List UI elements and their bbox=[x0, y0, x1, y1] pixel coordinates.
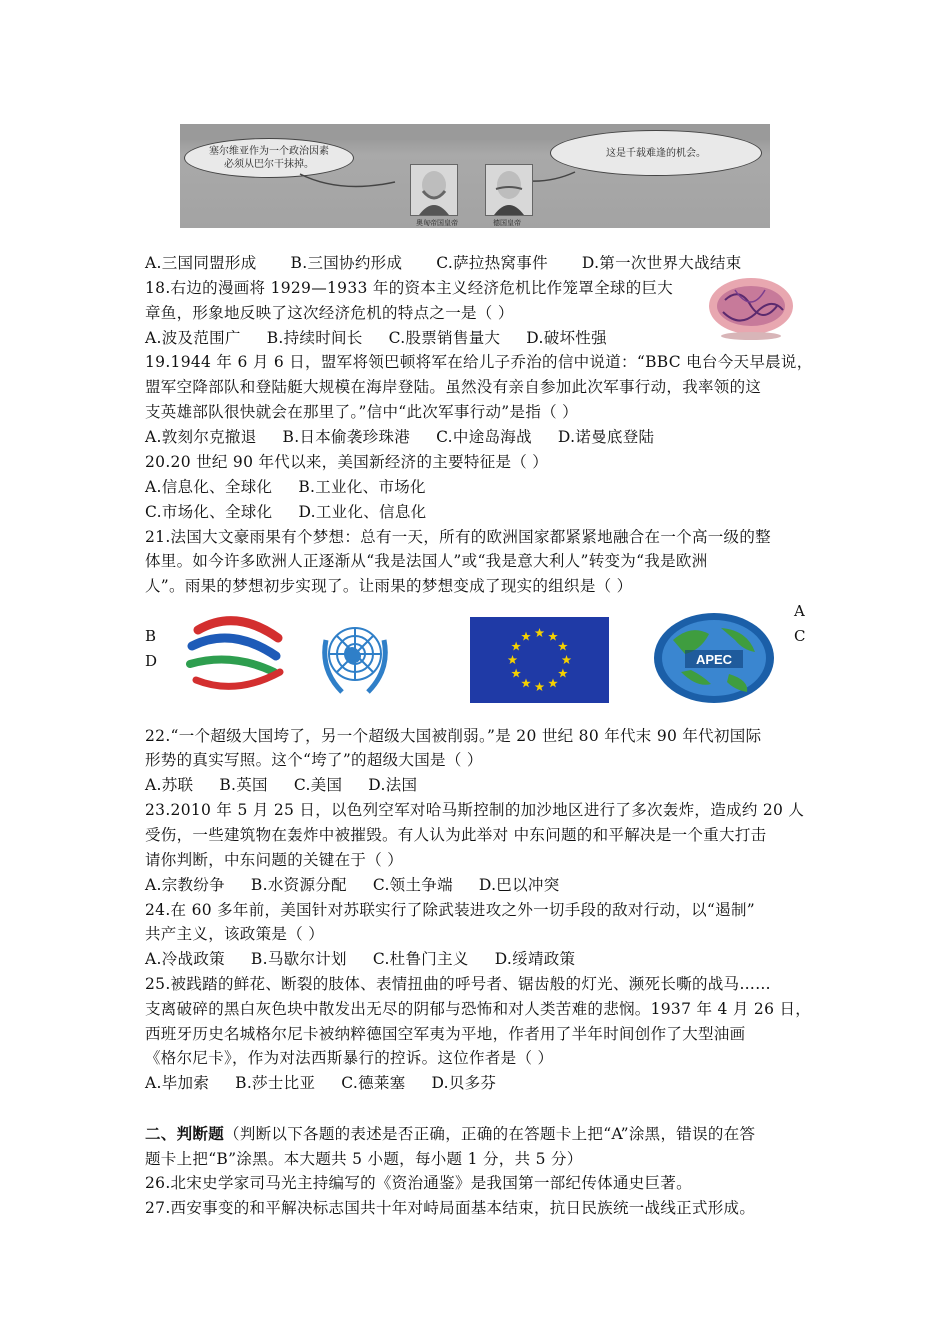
q25-line-3: 西班牙历史名城格尔尼卡被纳粹德国空军夷为平地，作者用了半年时间创作了大型油画 bbox=[145, 1025, 746, 1043]
q25-line-1: 25.被践踏的鲜花、断裂的肢体、表情扭曲的呼号者、锯齿般的灯光、濒死长嘶的战马…… bbox=[145, 975, 771, 993]
q22-line-1: 22.“一个超级大国垮了，另一个超级大国被削弱。”是 20 世纪 80 年代末 90 年代初国际 bbox=[145, 727, 762, 745]
q18-option-b: B.持续时间长 bbox=[266, 329, 363, 347]
q19-option-d: D.诺曼底登陆 bbox=[557, 428, 655, 446]
q21-line-3: 人”。雨果的梦想初步实现了。让雨果的梦想变成了现实的组织是（ ） bbox=[145, 577, 633, 595]
q21-line-2: 体里。如今许多欧洲人正逐渐从“我是法国人”或“我是意大利人”转变为“我是欧洲 bbox=[145, 552, 708, 570]
eu-stars bbox=[470, 617, 609, 703]
q17-option-b: B.三国协约形成 bbox=[290, 254, 403, 272]
section-2-line-1 bbox=[145, 1122, 755, 1146]
q19-option-a: A.敦刻尔克撤退 bbox=[145, 428, 257, 446]
q18-option-a: A.波及范围广 bbox=[145, 329, 241, 347]
q17-option-d: D.第一次世界大战结束 bbox=[581, 254, 742, 272]
caption-austria-emperor: 奥匈帝国皇帝 bbox=[416, 219, 458, 227]
bubble-left-text: 塞尔维亚作为一个政治因素必须从巴尔干抹掉。 bbox=[209, 146, 329, 170]
q20-options-row-2 bbox=[145, 500, 452, 524]
q21-letter-b: B bbox=[145, 627, 157, 645]
q19-options bbox=[145, 425, 680, 449]
q22-option-d: D.法国 bbox=[368, 776, 418, 794]
eu-star-icon bbox=[511, 642, 521, 651]
q23-line-1: 23.2010 年 5 月 25 日，以色列空军对哈马斯控制的加沙地区进行了多次轰炸，造成约 20 人 bbox=[145, 801, 805, 819]
q17-option-a: A.三国同盟形成 bbox=[145, 254, 257, 272]
apec-label: APEC bbox=[695, 652, 733, 667]
q23-option-d: D.巴以冲突 bbox=[478, 876, 560, 894]
eu-star-icon bbox=[535, 628, 545, 637]
q24-line-2: 共产主义，该政策是（ ） bbox=[145, 925, 325, 943]
q18-option-d: D.破坏性强 bbox=[526, 329, 607, 347]
q25-option-c: C.德莱塞 bbox=[341, 1074, 406, 1092]
q22-options bbox=[145, 773, 443, 797]
octopus-cartoon-image bbox=[705, 276, 797, 342]
q22-option-a: A.苏联 bbox=[145, 776, 194, 794]
un-logo-image bbox=[318, 610, 392, 702]
eu-star-icon bbox=[535, 682, 545, 691]
q24-option-d: D.绥靖政策 bbox=[494, 950, 576, 968]
q24-option-a: A.冷战政策 bbox=[145, 950, 225, 968]
apec-logo-image bbox=[651, 610, 777, 706]
q25-options bbox=[145, 1071, 522, 1095]
q21-line-1: 21.法国大文豪雨果有个梦想：总有一天，所有的欧洲国家都紧紧地融合在一个高一级的整 bbox=[145, 528, 771, 546]
cartoon-image bbox=[180, 124, 770, 228]
q24-option-b: B.马歇尔计划 bbox=[250, 950, 347, 968]
section-2-line-2: 题卡上把“B”涂黑。本大题共 5 小题，每小题 1 分，共 5 分） bbox=[145, 1150, 583, 1168]
eu-star-icon bbox=[521, 678, 531, 687]
q17-options bbox=[145, 251, 776, 275]
portrait-german-emperor bbox=[485, 164, 533, 216]
bubble-tails bbox=[180, 124, 770, 228]
bubble-right-text: 这是千载难逢的机会。 bbox=[606, 147, 706, 159]
q24-option-c: C.杜鲁门主义 bbox=[372, 950, 469, 968]
eu-star-icon bbox=[548, 678, 558, 687]
q20-option-d: D.工业化、信息化 bbox=[298, 503, 427, 521]
q25-option-a: A.毕加索 bbox=[145, 1074, 210, 1092]
q20-option-c: C.市场化、全球化 bbox=[145, 503, 273, 521]
q25-option-b: B.莎士比亚 bbox=[235, 1074, 316, 1092]
q19-option-b: B.日本偷袭珍珠港 bbox=[282, 428, 411, 446]
q21-letter-c: C bbox=[794, 627, 806, 645]
wto-logo-image bbox=[184, 612, 288, 696]
portrait-austria-emperor bbox=[410, 164, 458, 216]
q19-line-2: 盟军空降部队和登陆艇大规模在海岸登陆。虽然没有亲自参加此次军事行动，我率领的这 bbox=[145, 378, 762, 396]
q18-option-c: C.股票销售量大 bbox=[388, 329, 501, 347]
q23-line-2: 受伤，一些建筑物在轰炸中被摧毁。有人认为此举对 中东问题的和平解决是一个重大打击 bbox=[145, 826, 767, 844]
q19-line-3: 支英雄部队很快就会在那里了。”信中“此次军事行动”是指（ ） bbox=[145, 403, 578, 421]
q23-option-b: B.水资源分配 bbox=[250, 876, 347, 894]
q24-line-1: 24.在 60 多年前，美国针对苏联实行了除武装进攻之外一切手段的敌对行动，以“遏制” bbox=[145, 901, 755, 919]
q22-line-2: 形势的真实写照。这个“垮了”的超级大国是（ ） bbox=[145, 751, 483, 769]
q21-letter-d: D bbox=[145, 652, 158, 670]
q22-option-c: C.美国 bbox=[293, 776, 343, 794]
section-2-instructions: （判断以下各题的表述是否正确，正确的在答题卡上把“A”涂黑，错误的在答 bbox=[224, 1125, 756, 1143]
q22-option-b: B.英国 bbox=[219, 776, 268, 794]
q25-option-d: D.贝多芬 bbox=[431, 1074, 497, 1092]
q18-line-2: 章鱼，形象地反映了这次经济危机的特点之一是（ ） bbox=[145, 304, 514, 322]
eu-star-icon bbox=[508, 655, 518, 664]
q26-line-1: 26.北宋史学家司马光主持编写的《资治通鉴》是我国第一部纪传体通史巨著。 bbox=[145, 1174, 692, 1192]
eu-flag-image bbox=[470, 617, 609, 703]
q27-line-1: 27.西安事变的和平解决标志国共十年对峙局面基本结束，抗日民族统一战线正式形成。 bbox=[145, 1199, 756, 1217]
q25-line-4: 《格尔尼卡》，作为对法西斯暴行的控诉。这位作者是（ ） bbox=[145, 1049, 554, 1067]
q19-option-c: C.中途岛海战 bbox=[436, 428, 532, 446]
q20-option-a: A.信息化、全球化 bbox=[145, 478, 273, 496]
eu-star-icon bbox=[548, 632, 558, 641]
eu-star-icon bbox=[511, 669, 521, 678]
section-2-heading: 二、判断题 bbox=[145, 1124, 225, 1143]
caption-german-emperor: 德国皇帝 bbox=[493, 219, 521, 227]
q17-option-c: C.萨拉热窝事件 bbox=[436, 254, 548, 272]
q20-options-row-1 bbox=[145, 475, 452, 499]
q19-line-1: 19.1944 年 6 月 6 日，盟军将领巴顿将军在给儿子乔治的信中说道：“BBC 电台今天早晨说， bbox=[145, 353, 813, 371]
q20-option-b: B.工业化、市场化 bbox=[298, 478, 426, 496]
q21-letter-a: A bbox=[794, 602, 805, 620]
q25-line-2: 支离破碎的黑白灰色块中散发出无尽的阴郁与恐怖和对人类苦难的悲悯。1937 年 4 月 26 日， bbox=[145, 1000, 812, 1018]
q23-line-3: 请你判断，中东问题的关键在于（ ） bbox=[145, 851, 404, 869]
q18-options bbox=[145, 326, 633, 350]
q23-options bbox=[145, 873, 586, 897]
q23-option-a: A.宗教纷争 bbox=[145, 876, 225, 894]
q24-options bbox=[145, 947, 601, 971]
eu-star-icon bbox=[558, 669, 568, 678]
q23-option-c: C.领土争端 bbox=[372, 876, 453, 894]
q18-line-1: 18.右边的漫画将 1929—1933 年的资本主义经济危机比作笼罩全球的巨大 bbox=[145, 279, 674, 297]
q20-line-1: 20.20 世纪 90 年代以来，美国新经济的主要特征是（ ） bbox=[145, 453, 549, 471]
eu-star-icon bbox=[558, 642, 568, 651]
eu-star-icon bbox=[521, 632, 531, 641]
eu-star-icon bbox=[562, 655, 572, 664]
